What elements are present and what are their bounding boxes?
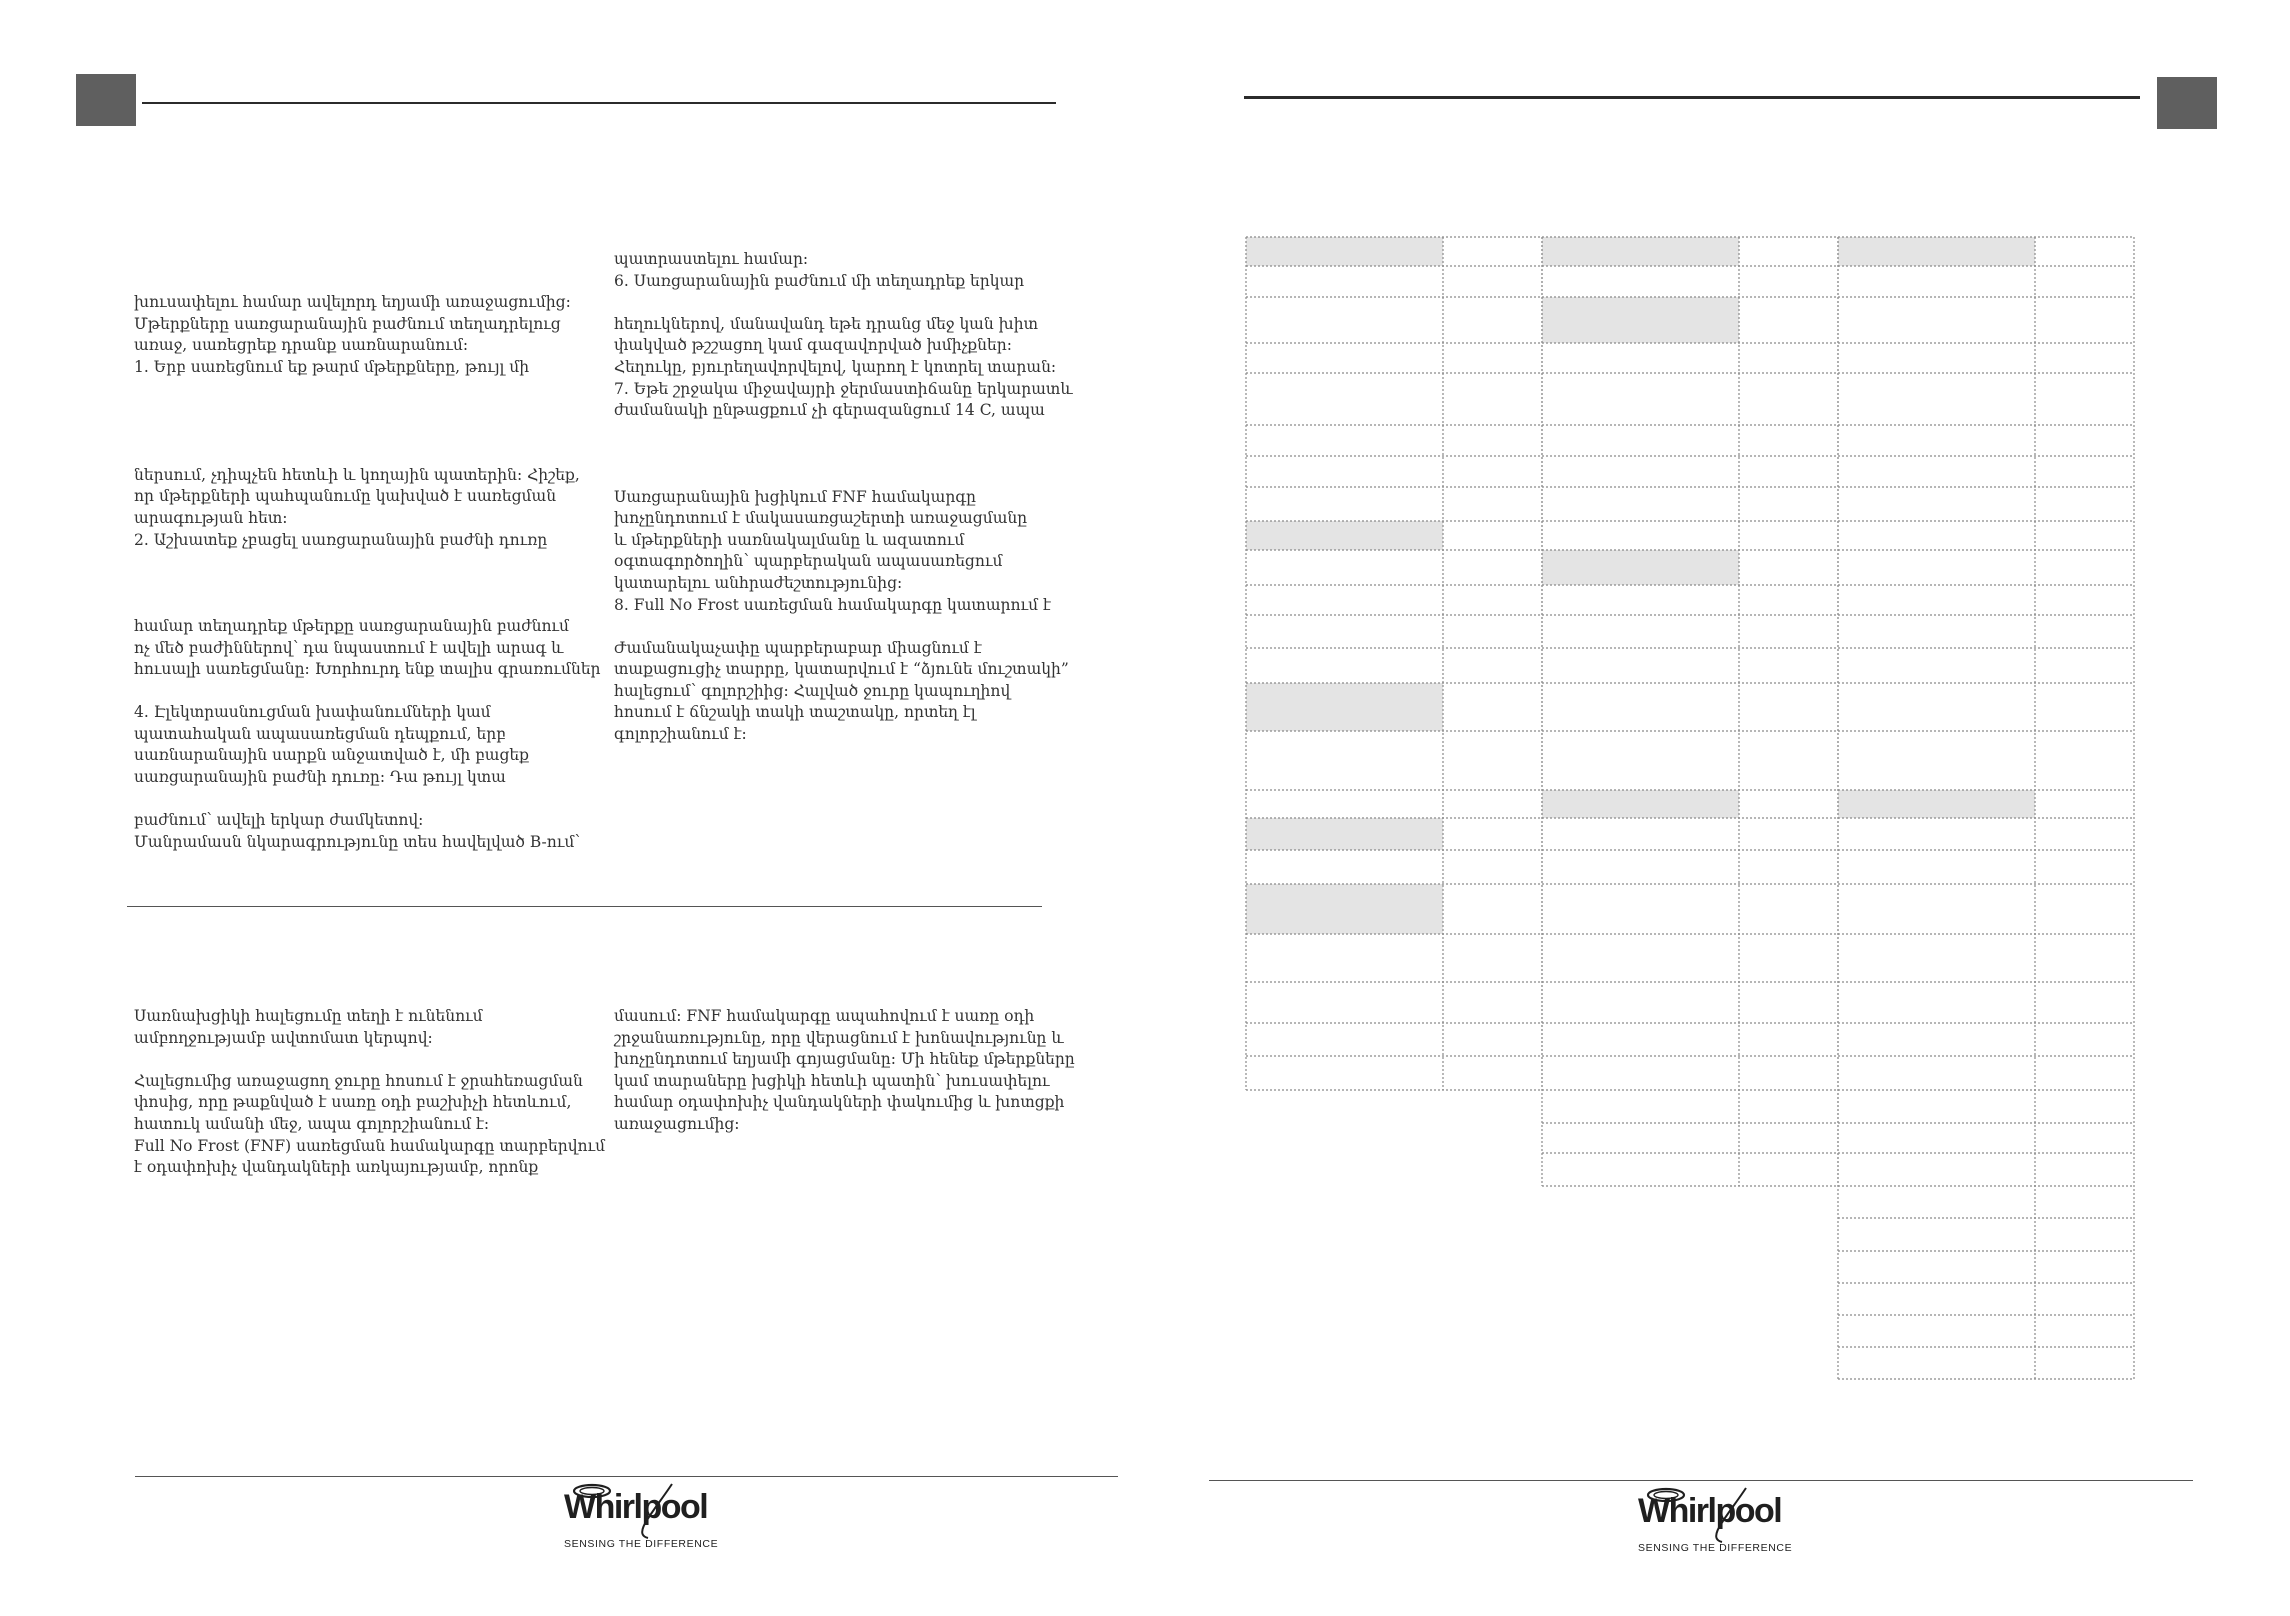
text-line: խոչընդոտում եղյամի գոյացմանը: Մի հենեք մթերքները bbox=[614, 1050, 1075, 1069]
text-line: առաջ, սառեցրեք դրանք սառնարանում: bbox=[134, 336, 469, 355]
text-line: գոլորշիանում է: bbox=[614, 725, 747, 744]
table-shaded-cell bbox=[1246, 818, 1443, 850]
table-shaded-cell bbox=[1246, 521, 1443, 550]
text-line: սառնարանային սարքն անջատված է, մի բացեք bbox=[134, 746, 530, 765]
text-line: մասում: FNF համակարգը ապահովում է սառը օդի bbox=[614, 1007, 1035, 1025]
text-line: 8. Full No Frost սառեցման համակարգը կատարում է bbox=[614, 595, 1051, 614]
text-line: Մթերքները սառցարանային բաժնում տեղադրելուց bbox=[134, 314, 561, 333]
text-line: հոսում է ճնշակի տակի տաշտակը, որտեղ էլ bbox=[614, 703, 976, 722]
table-shaded-cell bbox=[1542, 550, 1739, 585]
text-line: 4. Էլեկտրասնուցման խափանումների կամ bbox=[134, 703, 491, 722]
text-line: Հալեցումից առաջացող ջուրը հոսում է ջրահեռացման bbox=[134, 1071, 583, 1090]
table-shaded-cell bbox=[1542, 297, 1739, 343]
table-shaded-cell bbox=[1838, 790, 2035, 818]
table-shaded-cell bbox=[1246, 237, 1443, 266]
text-line: որ մթերքների պահպանումը կախված է սառեցման bbox=[134, 487, 557, 506]
table-shaded-cell bbox=[1542, 790, 1739, 818]
text-line: բաժնում՝ ավելի երկար ժամկետով: bbox=[134, 811, 424, 830]
text-line: 2. Աշխատեք չբացել սառցարանային բաժնի դուռը bbox=[134, 530, 548, 549]
table-shaded-cell bbox=[1542, 237, 1739, 266]
text-line: փակված թշշացող կամ գազավորված խմիչքներ: bbox=[614, 336, 1012, 355]
text-line: փոսից, որը թաքնված է սառը օդի բաշխիչի հետևում, bbox=[134, 1093, 572, 1112]
text-line: Full No Frost (FNF) սառեցման համակարգը տարբերվում bbox=[134, 1136, 606, 1155]
text-line: և մթերքների սառնակալմանը և ազատում bbox=[614, 530, 965, 549]
text-line: է օդափոխիչ վանդակների առկայությամբ, որոնք bbox=[134, 1158, 539, 1177]
text-line: ոչ մեծ բաժիններով՝ դա նպաստում է ավելի արագ և bbox=[134, 638, 564, 657]
text-line: Սառցարանային խցիկում FNF համակարգը bbox=[614, 487, 976, 506]
text-line: համար օդափոխիչ վանդակների փակումից և խոտցքի bbox=[614, 1093, 1065, 1112]
table-shaded-cell bbox=[1246, 884, 1443, 934]
text-line: խուսափելու համար ավելորդ եղյամի առաջացումից: bbox=[134, 293, 571, 311]
text-line: կատարելու անհրաժեշտությունից: bbox=[614, 573, 903, 592]
text-line: ներսում, չդիպչեն հետևի և կողային պատերին: Հիշեք, bbox=[134, 465, 580, 484]
text-line: տաքացուցիչ տարրը, կատարվում է “ձյունե մուշտակի” bbox=[614, 660, 1069, 679]
table-shaded-cell bbox=[1838, 237, 2035, 266]
text-line: կամ տարաները խցիկի հետևի պատին՝ խուսափելու bbox=[614, 1071, 1050, 1090]
text-line: Մանրամասն նկարագրությունը տես հավելված B-ում՝ bbox=[134, 832, 580, 851]
text-line: համար տեղադրեք մթերքը սառցարանային բաժնում bbox=[134, 616, 569, 635]
text-line: արագության հետ: bbox=[134, 508, 288, 527]
table-shaded-cell bbox=[1246, 683, 1443, 731]
text-line: 1. Երբ սառեցնում եք թարմ մթերքները, թույլ մի bbox=[134, 357, 530, 376]
logo-wordmark: Whirlpool bbox=[1638, 1492, 1782, 1530]
text-line: հալեցում՝ գոլորշիից: Հալված ջուրը կապուղիով bbox=[614, 681, 1011, 700]
logo-tagline: SENSING THE DIFFERENCE bbox=[1638, 1542, 1793, 1554]
text-line: պատրաստելու համար: bbox=[614, 250, 809, 268]
text-line: հեղուկներով, մանավանդ եթե դրանց մեջ կան խիտ bbox=[614, 314, 1038, 333]
text-line: հատուկ ամանի մեջ, ապա գոլորշիանում է: bbox=[134, 1114, 490, 1133]
text-line: շրջանառությունը, որը վերացնում է խոնավությունը և bbox=[614, 1028, 1064, 1047]
text-line: պատահական ապասառեցման դեպքում, երբ bbox=[134, 724, 506, 743]
text-line: հուսալի սառեցմանը: Խորհուրդ ենք տալիս գրառումներ bbox=[134, 660, 601, 679]
text-line: սառցարանային բաժնի դուռը: Դա թույլ կտա bbox=[134, 768, 506, 787]
logo-tagline: SENSING THE DIFFERENCE bbox=[564, 1538, 719, 1550]
text-line: առաջացումից: bbox=[614, 1114, 740, 1133]
text-line: Ժամանակաչափը պարբերաբար միացնում է bbox=[614, 638, 982, 657]
text-line: ամբողջությամբ ավտոմատ կերպով: bbox=[134, 1028, 433, 1047]
text-line: 6. Սառցարանային բաժնում մի տեղադրեք երկար bbox=[614, 271, 1025, 290]
text-line: 7. Եթե շրջակա միջավայրի ջերմաստիճանը երկարատև bbox=[614, 379, 1073, 398]
logo-wordmark: Whirlpool bbox=[564, 1488, 708, 1526]
text-line: Սառնախցիկի հալեցումը տեղի է ունենում bbox=[134, 1007, 483, 1025]
text-line: խոչընդոտում է մակասառցաշերտի առաջացմանը bbox=[614, 509, 1028, 528]
text-line: ժամանակի ընթացքում չի գերազանցում 14 C, ապա bbox=[614, 401, 1045, 420]
text-line: Հեղուկը, բյուրեղավորվելով, կարող է կոտրել տարան: bbox=[614, 357, 1057, 376]
text-line: օգտագործողին՝ պարբերական ապասառեցում bbox=[614, 552, 1003, 571]
